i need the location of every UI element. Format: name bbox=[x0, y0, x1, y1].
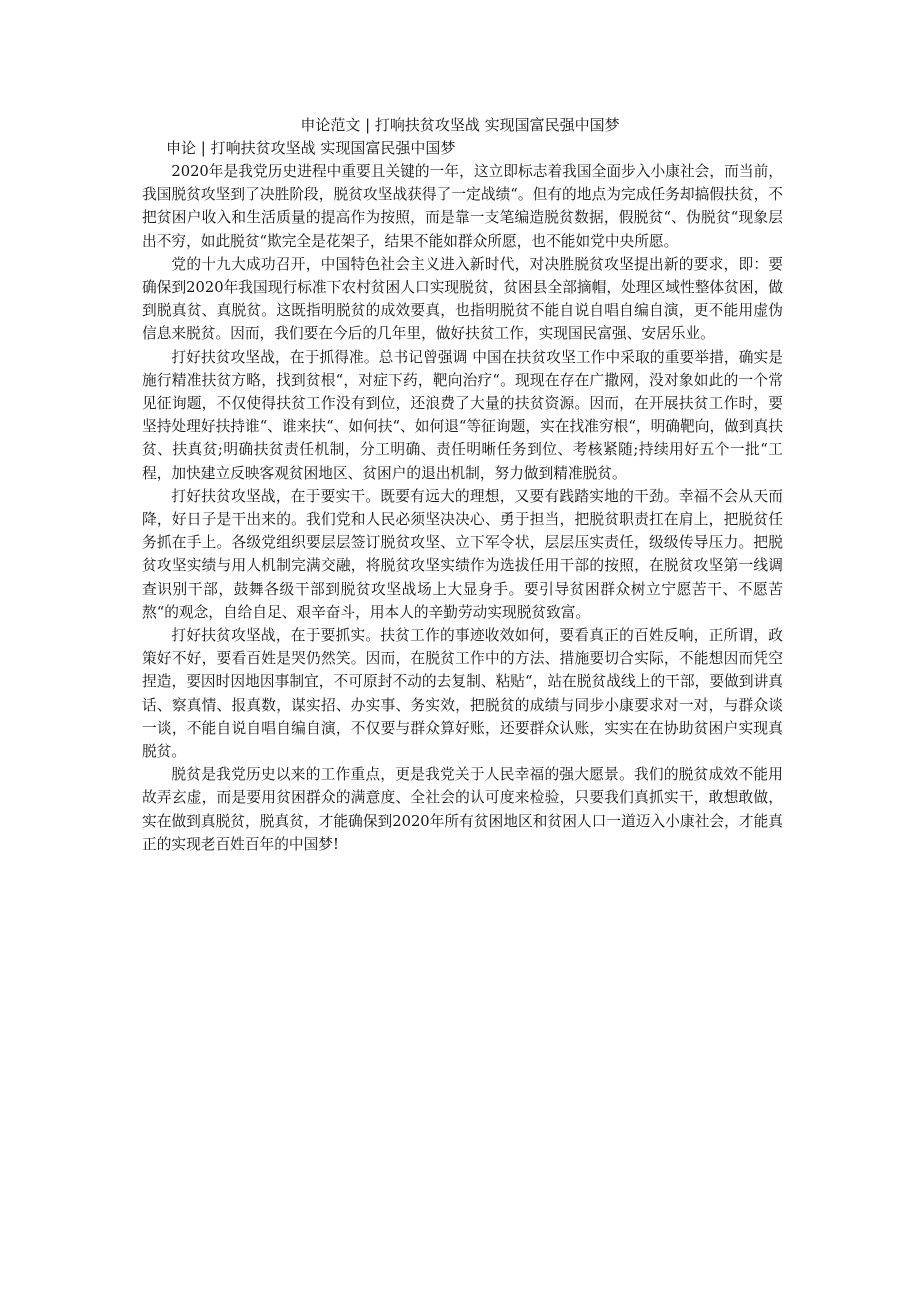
document-body bbox=[142, 160, 783, 856]
document-subtitle: 申论 | 打响扶贫攻坚战 实现国富民强中国梦 bbox=[166, 139, 456, 157]
paragraph-4: 打好扶贫攻坚战，在于要实干。既要有远大的理想，又要有践踏实地的干劲。幸福不会从天而降，好日子是干出来的。我们党和人民必须坚决决心、勇于担当，把脱贫职责扛在肩上，把脱贫任务抓在手上。各级党组织要层层签订脱贫攻坚、立下军令状，层层压实责任，级级传导压力。把脱贫攻坚实绩与用人机制完满交融，将脱贫攻坚实绩作为选拔任用干部的按照，在脱贫攻坚第一线调查识别干部，鼓舞各级干部到脱贫攻坚战场上大显身手。要引导贫困群众树立宁愿苦干、不愿苦熬“的观念，自给自足、艰辛奋斗，用本人的辛勤劳动实现脱贫致富。 bbox=[142, 487, 783, 621]
paragraph-6: 脱贫是我党历史以来的工作重点，更是我党关于人民幸福的强大愿景。我们的脱贫成效不能用故弄玄虚，而是要用贫困群众的满意度、全社会的认可度来检验，只要我们真抓实干，敢想敢做，实在做到真脱贫，脱真贫，才能确保到2020年所有贫困地区和贫困人口一道迈入小康社会，才能真正的实现老百姓百年的中国梦! bbox=[142, 766, 783, 853]
paragraph-5: 打好扶贫攻坚战，在于要抓实。扶贫工作的事迹收效如何，要看真正的百姓反响，正所谓，政策好不好，要看百姓是哭仍然笑。因而，在脱贫工作中的方法、措施要切合实际，不能想因而凭空捏造，要因时因地因事制宜，不可原封不动的去复制、粘贴“，站在脱贫战线上的干部，要做到讲真话、察真情、报真数，谋实招、办实事、务实效，把脱贫的成绩与同步小康要求对一对，与群众谈一谈，不能自说自唱自编自演，不仅要与群众算好账，还要群众认账，实实在在协助贫困户实现真脱贫。 bbox=[142, 627, 783, 761]
paragraph-2: 党的十九大成功召开，中国特色社会主义进入新时代，对决胜脱贫攻坚提出新的要求，即：要确保到2020年我国现行标准下农村贫困人口实现脱贫，贫困县全部摘帽，处理区域性整体贫困，做到脱真贫、真脱贫。这既指明脱贫的成效要真，也指明脱贫不能自说自唱自编自演，更不能用虚伪信息来脱贫。因而，我们要在今后的几年里，做好扶贫工作，实现国民富强、安居乐业。 bbox=[142, 255, 783, 343]
document-title: 申论范文 | 打响扶贫攻坚战 实现国富民强中国梦 bbox=[300, 116, 620, 134]
paragraph-3: 打好扶贫攻坚战，在于抓得准。总书记曾强调 中国在扶贫攻坚工作中采取的重要举措，确实是施行精准扶贫方略，找到贫根“，对症下药，靶向治疗“。现现在存在广撒网，没对象如此的一个常见征询题，不仅使得扶贫工作没有到位，还浪费了大量的扶贫资源。因而，在开展扶贫工作时，要坚持处理好扶持谁“、谁来扶“、如何扶“、如何退“等征询题，实在找准穷根“，明确靶向，做到真扶贫、扶真贫;明确扶贫责任机制，分工明确、责任明晰任务到位、考核紧随;持续用好五个一批“工程，加快建立反映客观贫困地区、贫困户的退出机制，努力做到精准脱贫。 bbox=[142, 348, 783, 482]
paragraph-1: 2020年是我党历史进程中重要且关键的一年，这立即标志着我国全面步入小康社会，而当前，我国脱贫攻坚到了决胜阶段，脱贫攻坚战获得了一定战绩“。但有的地点为完成任务却搞假扶贫，不把贫困户收入和生活质量的提高作为按照，而是靠一支笔编造脱贫数据，假脱贫“、伪脱贫“现象层出不穷，如此脱贫“欺完全是花架子，结果不能如群众所愿，也不能如党中央所愿。 bbox=[142, 163, 783, 250]
